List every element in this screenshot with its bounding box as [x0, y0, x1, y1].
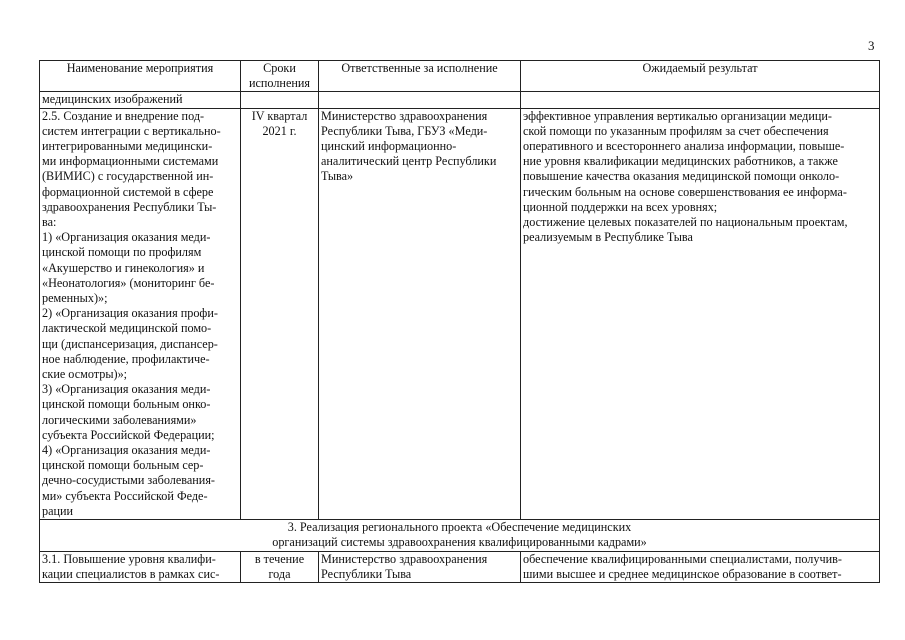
table-row-3-1 — [40, 551, 880, 582]
table-row-2-5 — [40, 108, 880, 519]
table-row-continuation — [40, 92, 880, 108]
table-header-row — [40, 61, 880, 92]
section-3-title: 3. Реализация регионального проекта «Обеспечение медицинских организаций системы здравоохранения квалифицированными кадрами» — [40, 520, 880, 551]
cell-2-5-result: эффективное управления вертикалью организации медици- ской помощи по указанным профилям за счет обеспечения оперативного и всестороннего анализа информации, повыше- ние уровня квалификации медицинских работников, а также повышение качества оказания медицинской помощи онколо- гическим больным на основе совершенствования ее информа- ционной поддержки на всех уровнях; достижение целевых показателей по национальным проектам, реализуемым в Республике Тыва — [521, 108, 880, 519]
section-header-row — [40, 520, 880, 551]
cell-2-5-name: 2.5. Создание и внедрение под- систем интеграции с вертикально- интегрированными медицински- ми информационными системами (ВИМИС) с государственной ин- формационной системой в сфере здравоохранения Республики Ты- ва: 1) «Организация оказания меди- цинской помощи по профилям «Акушерство и гинекология» и «Неонатология» (мониторинг бе- ременных)»; 2) «Организация оказания профи- лактической медицинской помо- щи (диспансеризация, диспансер- ное наблюдение, профилактиче- ские осмотры)»; 3) «Организация оказания меди- цинской помощи больным онко- логическими заболеваниями» субъекта Российской Федерации; 4) «Организация оказания меди- цинской помощи больным сер- дечно-сосудистыми заболевания- ми» субъекта Российской Феде- рации — [40, 108, 241, 519]
cell-continuation-deadline — [241, 92, 319, 108]
action-plan-table — [39, 60, 880, 583]
cell-3-1-deadline: в течение года — [241, 551, 319, 582]
cell-3-1-responsible: Министерство здравоохранения Республики Тыва — [319, 551, 521, 582]
cell-3-1-result: обеспечение квалифицированными специалистами, получив- шими высшее и среднее медицинское образование в соответ- — [521, 551, 880, 582]
cell-continuation-name: медицинских изображений — [40, 92, 241, 108]
header-result: Ожидаемый результат — [521, 61, 880, 92]
cell-continuation-result — [521, 92, 880, 108]
cell-continuation-responsible — [319, 92, 521, 108]
header-name: Наименование мероприятия — [40, 61, 241, 92]
cell-3-1-name: 3.1. Повышение уровня квалифи- кации специалистов в рамках сис- — [40, 551, 241, 582]
page-number: 3 — [868, 38, 875, 53]
cell-2-5-deadline: IV квартал 2021 г. — [241, 108, 319, 519]
cell-2-5-responsible: Министерство здравоохранения Республики Тыва, ГБУЗ «Меди- цинский информационно- аналитический центр Республики Тыва» — [319, 108, 521, 519]
header-responsible: Ответственные за исполнение — [319, 61, 521, 92]
header-deadline: Сроки исполнения — [241, 61, 319, 92]
